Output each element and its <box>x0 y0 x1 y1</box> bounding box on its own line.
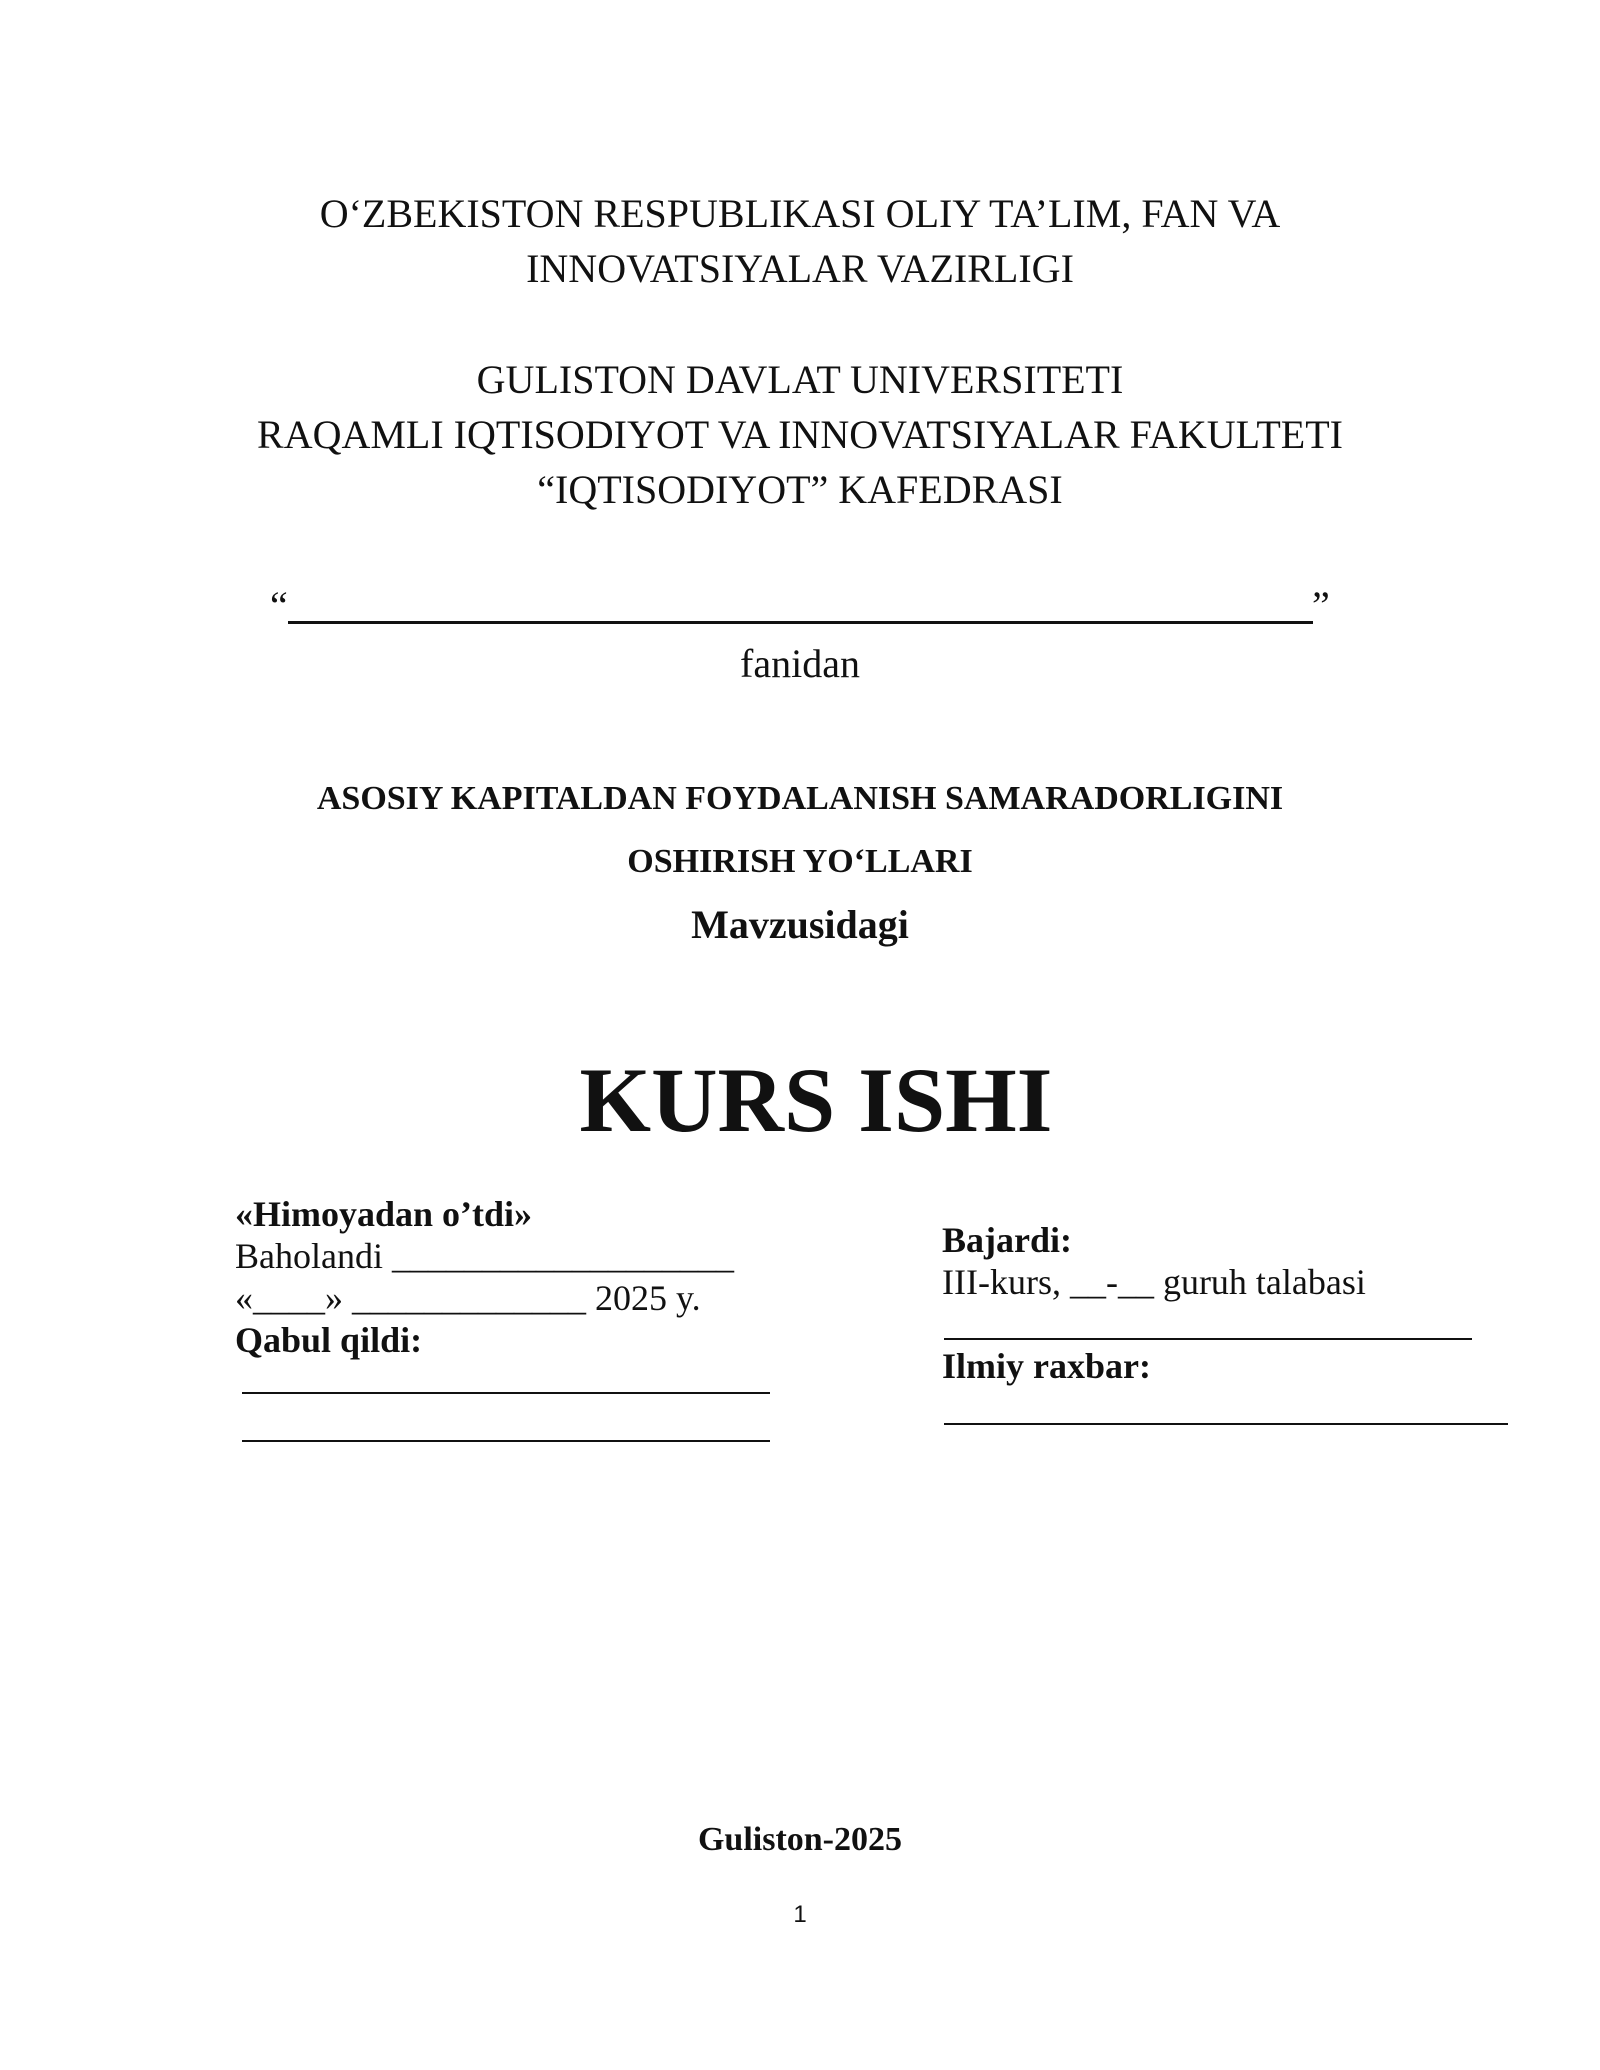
subject-name-field <box>262 578 1342 642</box>
subject-open-quote: “ <box>270 583 288 628</box>
accepted-by-label: Qabul qildi: <box>235 1320 423 1360</box>
page-number: 1 <box>793 1901 807 1928</box>
university-name: GULISTON DAVLAT UNIVERSITETI <box>476 357 1124 402</box>
subject-close-quote: ” <box>1312 583 1330 628</box>
ministry-title-line-2: INNOVATSIYALAR VAZIRLIGI <box>526 246 1074 291</box>
student-group-field: III-kurs, __-__ guruh talabasi <box>942 1262 1366 1302</box>
ministry-title-line-1: O‘ZBEKISTON RESPUBLIKASI OLIY TA’LIM, FAN VA <box>319 191 1281 236</box>
document-type-title: KURS ISHI <box>579 1049 1053 1151</box>
defense-label: «Himoyadan o’tdi» <box>235 1194 533 1234</box>
subject-suffix: fanidan <box>740 641 860 686</box>
accepted-by-signature-line-1 <box>242 1392 770 1394</box>
advisor-label: Ilmiy raxbar: <box>942 1346 1151 1386</box>
topic-suffix: Mavzusidagi <box>691 902 909 947</box>
graded-field: Baholandi ___________________ <box>235 1236 734 1276</box>
accepted-by-signature-line-2 <box>242 1440 770 1442</box>
advisor-name-line <box>944 1423 1508 1425</box>
date-field: «____» _____________ 2025 y. <box>235 1278 701 1318</box>
completed-by-label: Bajardi: <box>942 1220 1072 1260</box>
faculty-name: RAQAMLI IQTISODIYOT VA INNOVATSIYALAR FAKULTETI <box>257 412 1343 457</box>
topic-title-line-1: ASOSIY KAPITALDAN FOYDALANISH SAMARADORLIGINI <box>316 780 1284 817</box>
city-year: Guliston-2025 <box>697 1821 903 1858</box>
subject-underline <box>288 621 1313 624</box>
department-name: “IQTISODIYOT” KAFEDRASI <box>537 467 1063 512</box>
topic-title-line-2: OSHIRISH YO‘LLARI <box>627 843 973 880</box>
student-name-line <box>944 1338 1472 1340</box>
